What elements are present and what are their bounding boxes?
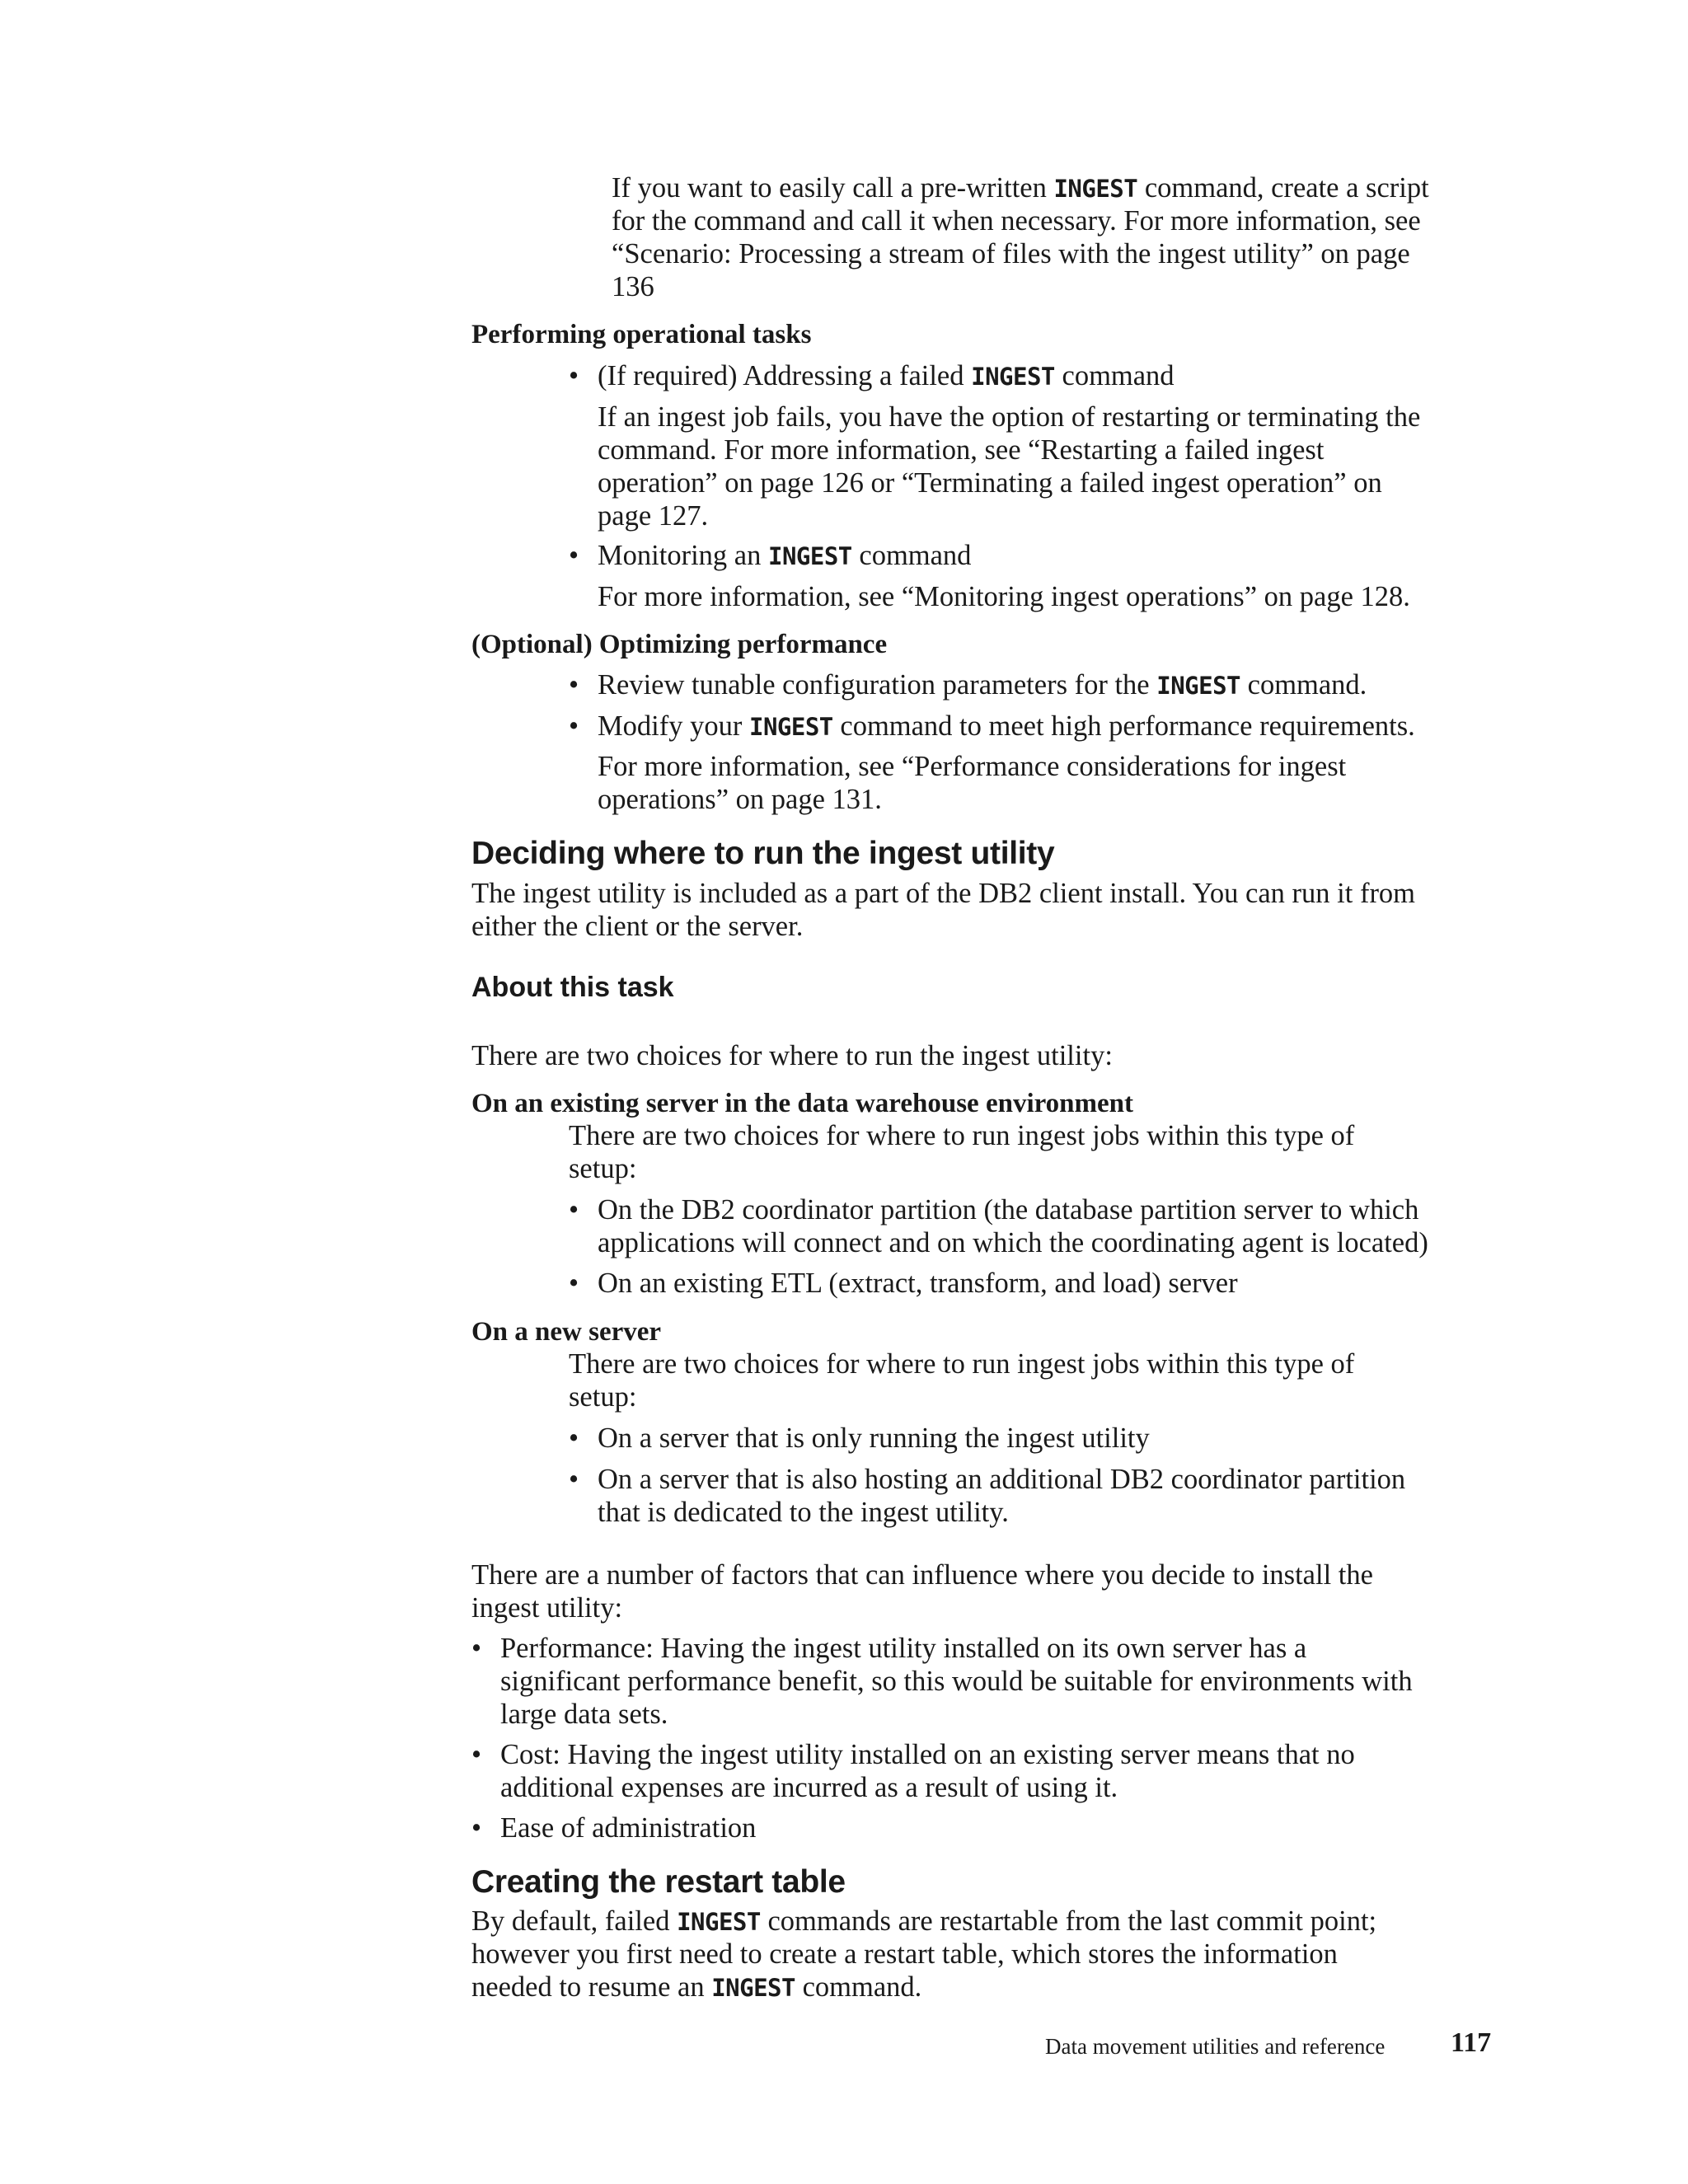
- section-title-deciding: Deciding where to run the ingest utility: [471, 836, 1055, 871]
- list-item-text: Performance: Having the ingest utility installed on its own server has a: [500, 1633, 1307, 1664]
- body-line: needed to resume an INGEST command.: [471, 1971, 922, 2003]
- list-item-text: Cost: Having the ingest utility installed on an existing server means that no: [500, 1739, 1355, 1770]
- operational-heading: Performing operational tasks: [471, 320, 812, 349]
- desc-line: There are two choices for where to run ingest jobs within this type of: [569, 1120, 1355, 1151]
- text: If you want to easily call a pre-written: [612, 172, 1054, 204]
- body-line: The ingest utility is included as a part of the DB2 client install. You can run it from: [471, 878, 1416, 909]
- intro-line: “Scenario: Processing a stream of files with the ingest utility” on page: [612, 238, 1410, 269]
- list-item-text: Ease of administration: [500, 1812, 757, 1844]
- desc-line: setup:: [569, 1381, 637, 1413]
- existing-server-heading: On an existing server in the data warehouse environment: [471, 1089, 1134, 1118]
- list-item-continuation: large data sets.: [500, 1699, 668, 1730]
- code-keyword: INGEST: [971, 363, 1055, 391]
- list-item-text: On an existing ETL (extract, transform, and load) server: [598, 1268, 1238, 1299]
- body-line: ingest utility:: [471, 1592, 623, 1624]
- code-keyword: INGEST: [1053, 175, 1138, 203]
- desc-line: operations” on page 131.: [598, 784, 882, 815]
- desc-line: For more information, see “Performance considerations for ingest: [598, 751, 1347, 782]
- bullet: •: [471, 1812, 482, 1844]
- desc-line: operation” on page 126 or “Terminating a failed ingest operation” on: [598, 467, 1382, 499]
- bullet: •: [471, 1633, 482, 1664]
- intro-line: [612, 171, 1429, 205]
- intro-line: for the command and call it when necessary. For more information, see: [612, 205, 1421, 237]
- desc-line: For more information, see “Monitoring ingest operations” on page 128.: [598, 581, 1410, 612]
- bullet: •: [471, 1739, 482, 1770]
- list-item-text: On the DB2 coordinator partition (the database partition server to which: [598, 1194, 1419, 1226]
- list-item-text: Review tunable configuration parameters for the INGEST command.: [598, 669, 1367, 701]
- bullet: •: [569, 1464, 579, 1495]
- bullet: •: [569, 1422, 579, 1454]
- body-line: however you first need to create a restart table, which stores the information: [471, 1938, 1338, 1970]
- page-number: 117: [1451, 2027, 1492, 2058]
- code-keyword: INGEST: [1156, 672, 1241, 700]
- bullet: •: [569, 540, 579, 571]
- list-item-continuation: that is dedicated to the ingest utility.: [598, 1497, 1009, 1528]
- desc-line: command. For more information, see “Restarting a failed ingest: [598, 434, 1325, 466]
- list-item-continuation: applications will connect and on which the coordinating agent is located): [598, 1227, 1428, 1258]
- body-line: There are a number of factors that can influence where you decide to install the: [471, 1559, 1373, 1591]
- body-line: By default, failed INGEST commands are restartable from the last commit point;: [471, 1905, 1377, 1937]
- subsection-title-about: About this task: [471, 972, 674, 1003]
- bullet: •: [569, 1194, 579, 1226]
- desc-line: There are two choices for where to run ingest jobs within this type of: [569, 1348, 1355, 1380]
- new-server-heading: On a new server: [471, 1317, 662, 1347]
- body-line: There are two choices for where to run the ingest utility:: [471, 1040, 1113, 1071]
- list-item-text: Monitoring an INGEST command: [598, 540, 972, 571]
- code-keyword: INGEST: [677, 1908, 761, 1936]
- desc-line: setup:: [569, 1153, 637, 1184]
- bullet: •: [569, 1268, 579, 1299]
- code-keyword: INGEST: [749, 713, 833, 741]
- desc-line: If an ingest job fails, you have the option of restarting or terminating the: [598, 401, 1421, 433]
- intro-line: 136: [612, 271, 654, 302]
- list-item-text: Modify your INGEST command to meet high performance requirements.: [598, 710, 1415, 742]
- bullet: •: [569, 669, 579, 701]
- optimizing-heading: (Optional) Optimizing performance: [471, 630, 888, 659]
- list-item-text: (If required) Addressing a failed INGEST command: [598, 360, 1175, 391]
- desc-line: page 127.: [598, 500, 709, 532]
- list-item-continuation: additional expenses are incurred as a result of using it.: [500, 1772, 1118, 1803]
- bullet: •: [569, 710, 579, 742]
- body-line: either the client or the server.: [471, 911, 804, 942]
- list-item-text: On a server that is only running the ingest utility: [598, 1422, 1150, 1454]
- text: command, create a script: [1137, 172, 1429, 204]
- section-title-restart: Creating the restart table: [471, 1864, 846, 1900]
- list-item-text: On a server that is also hosting an additional DB2 coordinator partition: [598, 1464, 1406, 1495]
- code-keyword: INGEST: [767, 542, 852, 570]
- footer-title: Data movement utilities and reference: [1045, 2034, 1386, 2059]
- bullet: •: [569, 360, 579, 391]
- code-keyword: INGEST: [711, 1974, 795, 2002]
- list-item-continuation: significant performance benefit, so this would be suitable for environments with: [500, 1666, 1413, 1697]
